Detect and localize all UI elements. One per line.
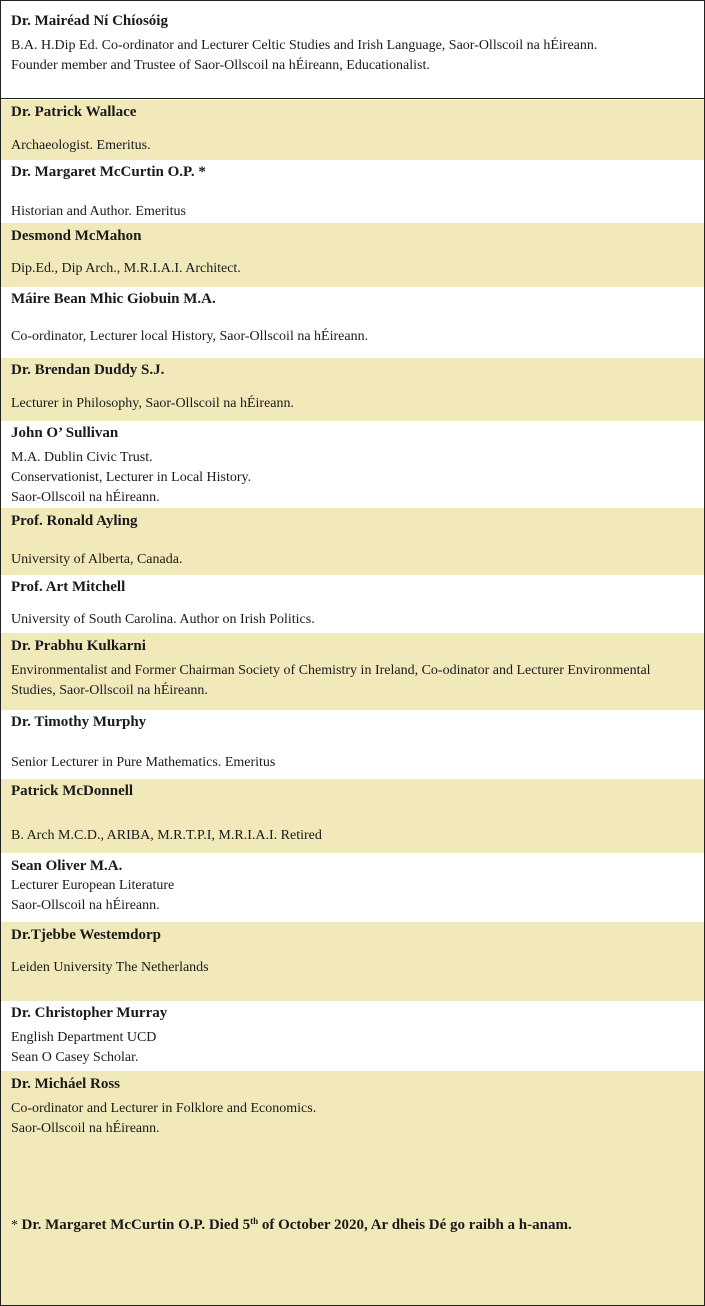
entry-description-line: M.A. Dublin Civic Trust.	[11, 450, 153, 465]
entry-description	[11, 136, 694, 156]
entry-description-line: University of South Carolina. Author on Irish Politics.	[11, 612, 315, 627]
entry-description-line: Senior Lecturer in Pure Mathematics. Emeritus	[11, 755, 276, 770]
entry-description-line: Co-ordinator, Lecturer local History, Saor-Ollscoil na hÉireann.	[11, 329, 369, 344]
entry-description	[11, 1099, 694, 1139]
entry-brendan-duddy	[1, 358, 704, 421]
entry-description-line: Archaeologist. Emeritus.	[11, 138, 151, 153]
entry-name: Dr. Christopher Murray	[11, 1005, 168, 1021]
entry-description-line: Lecturer in Philosophy, Saor-Ollscoil na hÉireann.	[11, 396, 295, 411]
entry-description	[11, 448, 694, 508]
entry-description-line: B.A. H.Dip Ed. Co-ordinator and Lecturer Celtic Studies and Irish Language, Saor-Ollscoil na hÉireann.	[11, 38, 598, 53]
footnote-text-after: of October 2020, Ar dheis Dé go raibh a h-anam.	[258, 1217, 572, 1233]
entry-description	[11, 550, 694, 570]
entry-description-line: Leiden University The Netherlands	[11, 960, 209, 975]
entry-prabhu-kulkarni	[1, 633, 704, 710]
footnote-text	[22, 1217, 572, 1233]
entry-name: Dr.Tjebbe Westemdorp	[11, 927, 161, 943]
entry-description-line: University of Alberta, Canada.	[11, 552, 183, 567]
entry-name: Dr. Margaret McCurtin O.P. *	[11, 164, 206, 180]
entry-name: Dr. Timothy Murphy	[11, 714, 147, 730]
memorial-footnote	[11, 1215, 694, 1236]
entry-name: Patrick McDonnell	[11, 783, 134, 799]
entry-description	[11, 958, 694, 978]
entry-description-line: Dip.Ed., Dip Arch., M.R.I.A.I. Architect.	[11, 261, 241, 276]
entry-name: Prof. Art Mitchell	[11, 579, 126, 595]
entry-name: Dr. Patrick Wallace	[11, 104, 137, 120]
entry-description	[11, 610, 694, 630]
entry-description-line: Lecturer European Literature	[11, 878, 175, 893]
entry-description-line: Sean O Casey Scholar.	[11, 1050, 139, 1065]
entry-mairead-ni-chiosoig	[1, 1, 704, 99]
entry-name: Máire Bean Mhic Giobuin M.A.	[11, 291, 216, 307]
entry-description	[11, 259, 694, 279]
entry-description-line: Saor-Ollscoil na hÉireann.	[11, 1121, 160, 1136]
entry-michael-ross	[1, 1071, 704, 1305]
entry-name: Sean Oliver M.A.	[11, 858, 123, 874]
entry-sean-oliver	[1, 853, 704, 922]
entry-ronald-ayling	[1, 508, 704, 575]
entry-description	[11, 876, 694, 916]
entry-description-line: Historian and Author. Emeritus	[11, 204, 186, 219]
entry-name: John O’ Sullivan	[11, 425, 119, 441]
entry-description-line: Saor-Ollscoil na hÉireann.	[11, 898, 160, 913]
entry-tjebbe-westemdorp	[1, 922, 704, 1001]
entry-description	[11, 36, 694, 76]
entry-name: Desmond McMahon	[11, 228, 142, 244]
entry-patrick-wallace	[1, 100, 704, 160]
entry-name: Prof. Ronald Ayling	[11, 513, 138, 529]
entry-name: Dr. Prabhu Kulkarni	[11, 638, 146, 654]
entry-desmond-mcmahon	[1, 223, 704, 287]
entry-description-line: Co-ordinator and Lecturer in Folklore and Economics.	[11, 1101, 317, 1116]
footnote-asterisk: *	[11, 1218, 22, 1233]
entry-description-line: Conservationist, Lecturer in Local History.	[11, 470, 252, 485]
entry-name: Dr. Micháel Ross	[11, 1076, 121, 1092]
entry-description	[11, 826, 694, 846]
entry-john-o-sullivan	[1, 421, 704, 508]
entry-description-line: Saor-Ollscoil na hÉireann.	[11, 490, 160, 505]
entry-art-mitchell	[1, 575, 704, 633]
entry-description-line: B. Arch M.C.D., ARIBA, M.R.T.P.I, M.R.I.A.I. Retired	[11, 828, 322, 843]
entry-description-line: Environmentalist and Former Chairman Society of Chemistry in Ireland, Co-odinator and Lecturer Environmental Studies, Saor-Ollscoil na hÉireann.	[11, 663, 651, 698]
entry-description	[11, 394, 694, 414]
entry-description	[11, 661, 694, 701]
entry-timothy-murphy	[1, 710, 704, 779]
footnote-ordinal: th	[250, 1216, 259, 1226]
entry-margaret-mccurtin	[1, 160, 704, 223]
entry-description-line: Founder member and Trustee of Saor-Ollscoil na hÉireann, Educationalist.	[11, 58, 430, 73]
footnote-text-before: Dr. Margaret McCurtin O.P. Died 5	[21, 1217, 251, 1233]
entry-description	[11, 1028, 694, 1068]
entry-maire-bean-mhic-giobuin	[1, 287, 704, 358]
entry-name: Dr. Brendan Duddy S.J.	[11, 362, 165, 378]
entry-patrick-mcdonnell	[1, 779, 704, 853]
entry-name: Dr. Mairéad Ní Chíosóig	[11, 13, 168, 29]
entry-description	[11, 202, 694, 222]
entry-christopher-murray	[1, 1001, 704, 1071]
entry-description	[11, 327, 694, 347]
entry-description	[11, 753, 694, 773]
entry-description-line: English Department UCD	[11, 1030, 157, 1045]
